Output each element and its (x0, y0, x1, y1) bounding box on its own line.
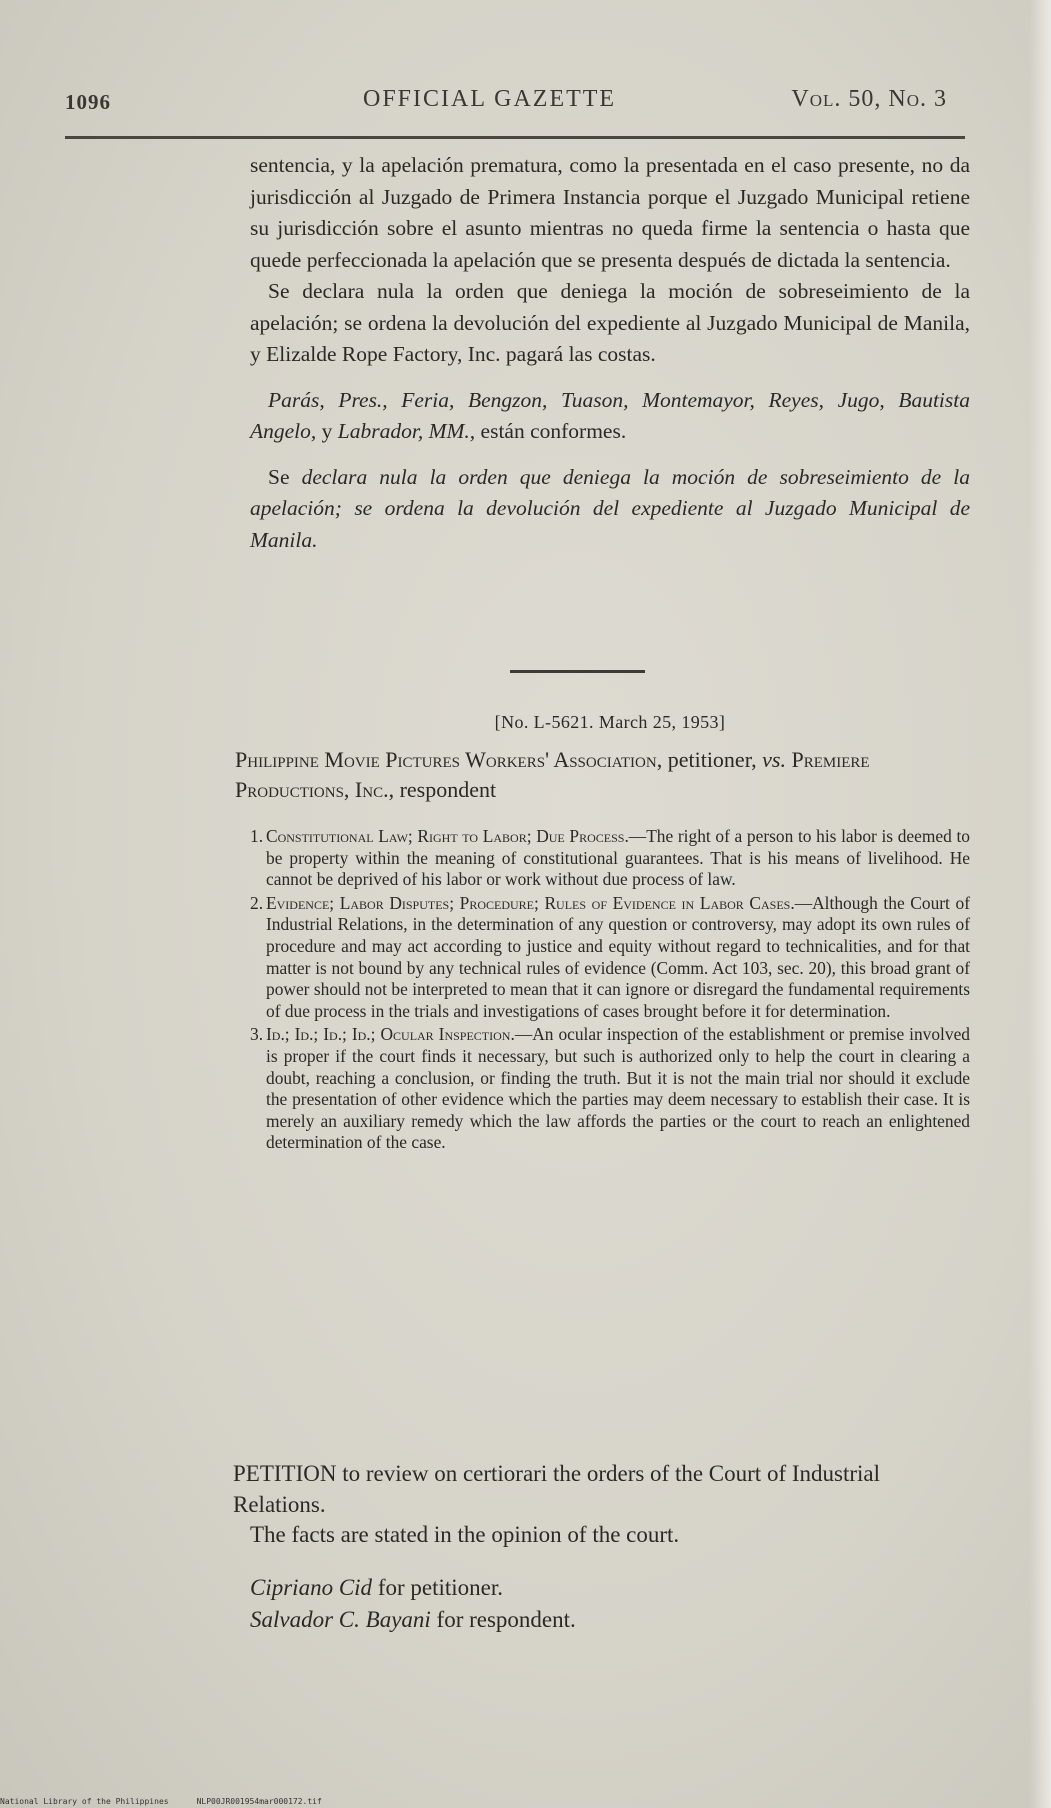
syllabus-heading: Constitutional Law; Right to Labor; Due Process. (266, 826, 629, 846)
scan-filename: NLP00JR001954mar000172.tif (196, 1797, 322, 1806)
petitioner-name: Philippine Movie Pictures Workers' Association, (235, 747, 663, 772)
counsel-role: for respondent. (430, 1607, 576, 1632)
dispositive-summary (250, 462, 970, 557)
versus: vs. (762, 747, 786, 772)
syllabus-text: —Although the Court of Industrial Relations, in the determination of any question or controversy, may adopt its own rules of procedure and may act according to justice and equity without regard to technicalities, and for that matter is not bound by any technical rules of evidence (Comm. Act 103, sec. 20), this broad grant of power should not be interpreted to mean that it can ignore or disregard the fundamental requirements of due process in the trials and investigations of cases brought before it for determination. (266, 892, 970, 1021)
respondent-role: respondent (394, 777, 497, 802)
conjunction: y (316, 419, 338, 443)
petition-statement (233, 1458, 973, 1520)
library-credit: National Library of the Philippines (0, 1797, 169, 1806)
syllabus-number: 1. (250, 826, 264, 846)
publication-title: OFFICIAL GAZETTE (363, 86, 617, 112)
petitioner-role: petitioner, (662, 747, 763, 772)
petition-text: to review on certiorari the orders of the Court of Industrial Relations. (233, 1461, 881, 1517)
syllabus-text: —An ocular inspection of the establishment or premise involved is proper if the court finds it necessary, but such is authorized only to help the court in clearing a doubt, reaching a conclusion, or finding the truth. But it is not the main trial nor should it exclude the presentation of other evidence which the parties may deem necessary to establish their case. It is merely an auxiliary remedy which the law affords the parties or the court to reach an enlightened determination of the case. (266, 1024, 970, 1153)
page-edge-shadow (1029, 0, 1051, 1808)
page-number: 1096 (65, 90, 111, 114)
syllabus-number: 2. (250, 892, 264, 913)
summary-lead: Se (268, 464, 302, 489)
syllabus-item (250, 893, 970, 1023)
counsel-list (250, 1572, 970, 1636)
syllabus-item (250, 826, 970, 891)
petition-lead: PETITION (233, 1461, 337, 1486)
syllabus-text: —The right of a person to his labor is deemed to be property within the meaning of constitutional guarantees. That is his means of livelihood. He cannot be deprived of his labor or work without due process of law. (266, 826, 970, 890)
paragraph: sentencia, y la apelación prematura, como la presentada en el caso presente, no da jurisdicción al Juzgado de Primera Instancia porque el Juzgado Municipal retiene su jurisdicción sobre el asunto mientras no queda firme la sentencia o hasta que quede perfeccionada la apelación que se presenta después de dictada la sentencia. (250, 153, 970, 272)
syllabus-body (262, 1024, 970, 1154)
section-divider (510, 670, 645, 673)
syllabus-item (250, 1024, 970, 1154)
counsel-role: for petitioner. (372, 1575, 503, 1600)
concurrence (250, 385, 970, 448)
syllabus-body (262, 826, 970, 891)
syllabus-heading: Id.; Id.; Id.; Id.; Ocular Inspection. (266, 1024, 515, 1045)
counsel-line (250, 1604, 970, 1636)
volume-issue: Vol. 50, No. 3 (791, 86, 947, 112)
running-header (65, 86, 965, 118)
counsel-name: Cipriano Cid (250, 1575, 373, 1600)
scan-footer (0, 1797, 350, 1806)
decision-text (250, 150, 970, 556)
paragraph: Se declara nula la orden que deniega la moción de sobreseimiento de la apelación; se ordena la devolución del expediente al Juzgado Municipal de Manila, y Elizalde Rope Factory, Inc. pagará las costas. (250, 279, 970, 366)
summary-italic: declara nula la orden que deniega la moción de sobreseimiento de la apelación; se ordena la devolución del expediente al Juzgado Municipal de Manila. (250, 464, 970, 552)
counsel-name: Salvador C. Bayani (250, 1607, 431, 1632)
syllabus (250, 826, 970, 1156)
syllabus-heading: Evidence; Labor Disputes; Procedure; Rules of Evidence in Labor Cases. (266, 892, 795, 913)
header-rule (65, 136, 965, 139)
respondent-name: Premiere Productions, Inc., (235, 747, 870, 802)
justices-names: Parás, Pres., Feria, Bengzon, Tuason, Montemayor, Reyes, Jugo, Bautista Angelo, (250, 387, 970, 443)
counsel-line (250, 1572, 970, 1604)
case-number: [No. L-5621. March 25, 1953] (494, 712, 726, 732)
syllabus-body (262, 893, 970, 1023)
concurrence-end: están conformes. (475, 419, 627, 443)
syllabus-number: 3. (250, 1024, 264, 1045)
case-parties (235, 745, 970, 805)
facts-statement: The facts are stated in the opinion of the court. (250, 1522, 680, 1547)
justices-names-2: Labrador, MM., (337, 419, 476, 443)
